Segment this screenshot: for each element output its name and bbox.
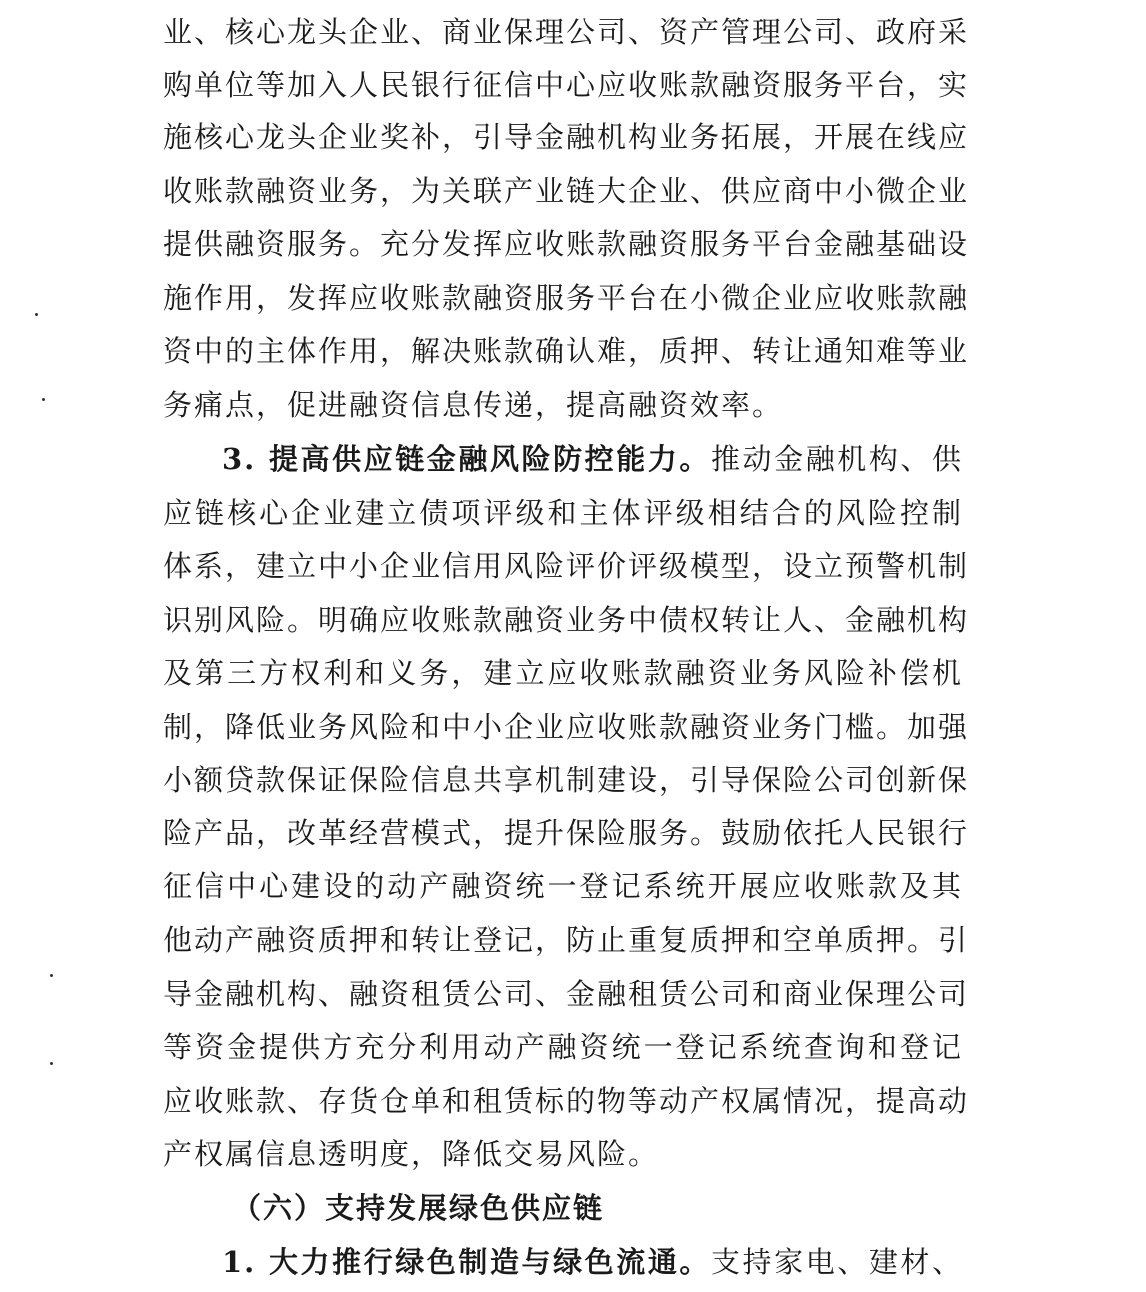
text-line: 收账款融资业务，为关联产业链大企业、供应商中小微企业 bbox=[163, 174, 970, 208]
text-line: 识别风险。明确应收账款融资业务中债权转让人、金融机构 bbox=[163, 603, 970, 637]
text-line: 征信中心建设的动产融资统一登记系统开展应收账款及其 bbox=[163, 869, 963, 903]
paragraph-lead-heading: 3. 提高供应链金融风险防控能力。 bbox=[222, 442, 711, 476]
text-line: 施作用，发挥应收账款融资服务平台在小微企业应收账款融 bbox=[163, 281, 970, 315]
text-line: 制，降低业务风险和中小企业应收账款融资业务门槛。加强 bbox=[163, 710, 970, 744]
paragraph-lead-heading: 1. 大力推行绿色制造与绿色流通。 bbox=[222, 1245, 711, 1279]
text-line: 施核心龙头企业奖补，引导金融机构业务拓展，开展在线应 bbox=[163, 120, 970, 154]
scan-speck bbox=[42, 398, 45, 401]
text-line: 小额贷款保证保险信息共享机制建设，引导保险公司创新保 bbox=[163, 763, 970, 797]
scan-speck bbox=[50, 974, 53, 977]
paragraph-lead-text: 支持家电、建材、 bbox=[710, 1245, 963, 1279]
text-line: 产权属信息透明度，降低交易风险。 bbox=[163, 1137, 660, 1171]
text-line: 险产品，改革经营模式，提升保险服务。鼓励依托人民银行 bbox=[163, 816, 970, 850]
scan-speck bbox=[50, 1062, 53, 1065]
text-line: 体系，建立中小企业信用风险评价评级模型，设立预警机制 bbox=[163, 549, 970, 583]
text-line: 业、核心龙头企业、商业保理公司、资产管理公司、政府采 bbox=[163, 15, 970, 49]
text-line: 购单位等加入人民银行征信中心应收账款融资服务平台，实 bbox=[163, 68, 970, 102]
section-heading: （六）支持发展绿色供应链 bbox=[232, 1191, 605, 1225]
text-line: 资中的主体作用，解决账款确认难，质押、转让通知难等业 bbox=[163, 334, 970, 368]
paragraph-lead-line bbox=[222, 439, 963, 479]
text-line: 应链核心企业建立债项评级和主体评级相结合的风险控制 bbox=[163, 496, 963, 530]
text-line: 等资金提供方充分利用动产融资统一登记系统查询和登记 bbox=[163, 1030, 963, 1064]
text-line: 务痛点，促进融资信息传递，提高融资效率。 bbox=[163, 388, 784, 422]
scan-speck bbox=[35, 313, 38, 316]
paragraph-lead-line bbox=[222, 1242, 963, 1282]
text-line: 提供融资服务。充分发挥应收账款融资服务平台金融基础设 bbox=[163, 227, 970, 261]
text-line: 导金融机构、融资租赁公司、金融租赁公司和商业保理公司 bbox=[163, 977, 970, 1011]
text-line: 应收账款、存货仓单和租赁标的物等动产权属情况，提高动 bbox=[163, 1084, 970, 1118]
text-line: 及第三方权利和义务，建立应收账款融资业务风险补偿机 bbox=[163, 656, 963, 690]
text-line: 他动产融资质押和转让登记，防止重复质押和空单质押。引 bbox=[163, 923, 970, 957]
paragraph-lead-text: 推动金融机构、供 bbox=[710, 442, 963, 476]
